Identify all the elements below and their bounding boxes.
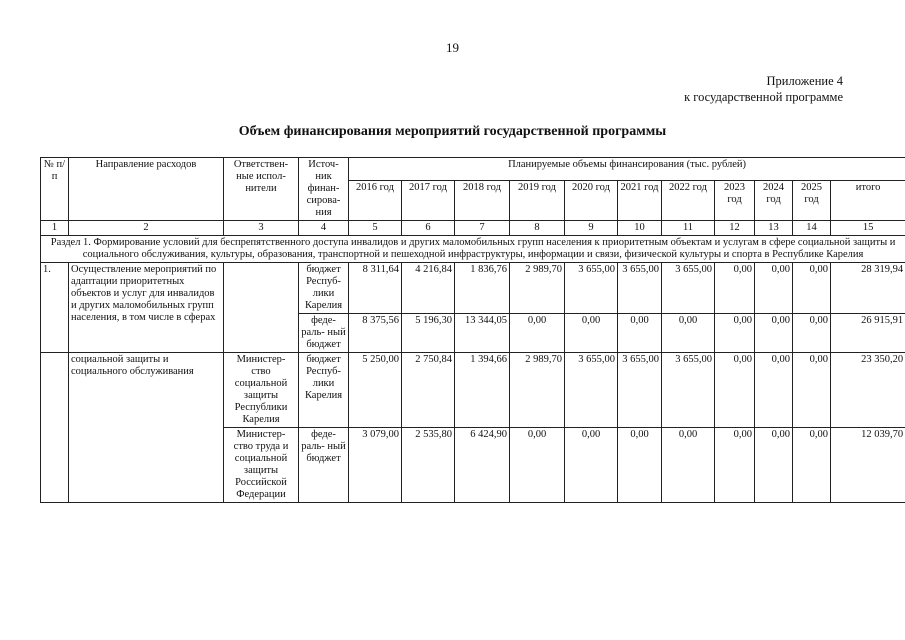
- header-year: 2020 год: [565, 180, 618, 221]
- appendix-line-2: к государственной программе: [684, 90, 843, 104]
- value-cell: 0,00: [662, 314, 715, 353]
- item-executor: Министер- ство труда и социальной защиты Российской Федерации: [224, 428, 299, 503]
- column-number: 9: [565, 221, 618, 236]
- header-planned: Планируемые объемы финансирования (тыс. рублей): [349, 158, 905, 181]
- funding-source: бюджет Респуб- лики Карелия: [299, 353, 349, 428]
- value-cell: 5 250,00: [349, 353, 402, 428]
- value-cell: 0,00: [565, 428, 618, 503]
- column-number: 7: [455, 221, 510, 236]
- column-number: 15: [831, 221, 905, 236]
- value-cell: 4 216,84: [402, 263, 455, 314]
- value-cell: 2 535,80: [402, 428, 455, 503]
- column-number: 12: [715, 221, 755, 236]
- value-cell: 0,00: [510, 314, 565, 353]
- value-cell: 2 989,70: [510, 353, 565, 428]
- value-cell: 2 750,84: [402, 353, 455, 428]
- value-cell: 0,00: [793, 428, 831, 503]
- value-cell: 0,00: [755, 428, 793, 503]
- value-cell: 0,00: [618, 428, 662, 503]
- value-cell: 3 655,00: [565, 263, 618, 314]
- value-cell: 3 655,00: [662, 353, 715, 428]
- value-cell: 3 655,00: [618, 353, 662, 428]
- header-source: Источ- ник финан- сирова- ния: [299, 158, 349, 221]
- total-cell: 23 350,20: [831, 353, 905, 428]
- column-number: 11: [662, 221, 715, 236]
- column-number: 2: [69, 221, 224, 236]
- header-year: 2016 год: [349, 180, 402, 221]
- value-cell: 0,00: [715, 263, 755, 314]
- value-cell: 2 989,70: [510, 263, 565, 314]
- header-num: № п/п: [41, 158, 69, 221]
- header-year: 2022 год: [662, 180, 715, 221]
- value-cell: 0,00: [715, 428, 755, 503]
- column-number: 6: [402, 221, 455, 236]
- value-cell: 0,00: [618, 314, 662, 353]
- item-direction: Осуществление мероприятий по адаптации приоритетных объектов и услуг для инвалидов и других маломобильных групп населения, в том числе в сферах: [69, 263, 224, 353]
- funding-source: феде- раль- ный бюджет: [299, 314, 349, 353]
- document-title: Объем финансирования мероприятий государственной программы: [238, 124, 667, 139]
- column-number-row: [41, 221, 905, 236]
- header-year: 2017 год: [402, 180, 455, 221]
- table-row: [41, 263, 905, 314]
- header-year: 2018 год: [455, 180, 510, 221]
- item-number: [41, 353, 69, 503]
- item-executor: [224, 263, 299, 353]
- header-year: 2021 год: [618, 180, 662, 221]
- value-cell: 3 655,00: [662, 263, 715, 314]
- column-number: 1: [41, 221, 69, 236]
- total-cell: 28 319,94: [831, 263, 905, 314]
- value-cell: 13 344,05: [455, 314, 510, 353]
- value-cell: 0,00: [793, 263, 831, 314]
- value-cell: 0,00: [755, 263, 793, 314]
- value-cell: 3 655,00: [565, 353, 618, 428]
- item-executor: Министер- ство социальной защиты Республики Карелия: [224, 353, 299, 428]
- value-cell: 3 655,00: [618, 263, 662, 314]
- column-number: 14: [793, 221, 831, 236]
- appendix-note: [684, 73, 843, 105]
- column-number: 8: [510, 221, 565, 236]
- value-cell: 0,00: [793, 314, 831, 353]
- header-year: 2023 год: [715, 180, 755, 221]
- header-direction: Направление расходов: [69, 158, 224, 221]
- appendix-line-1: Приложение 4: [766, 74, 843, 88]
- header-row-1: [41, 158, 905, 181]
- header-year: 2025 год: [793, 180, 831, 221]
- value-cell: 0,00: [510, 428, 565, 503]
- column-number: 5: [349, 221, 402, 236]
- page-number: 19: [446, 40, 459, 55]
- total-cell: 12 039,70: [831, 428, 905, 503]
- item-direction: социальной защиты и социального обслуживания: [69, 353, 224, 503]
- value-cell: 5 196,30: [402, 314, 455, 353]
- total-cell: 26 915,91: [831, 314, 905, 353]
- value-cell: 0,00: [662, 428, 715, 503]
- column-number: 10: [618, 221, 662, 236]
- column-number: 3: [224, 221, 299, 236]
- section-row: [41, 236, 905, 263]
- header-executors: Ответствен- ные испол- нители: [224, 158, 299, 221]
- header-year: 2019 год: [510, 180, 565, 221]
- value-cell: 0,00: [715, 353, 755, 428]
- value-cell: 1 836,76: [455, 263, 510, 314]
- funding-source: феде- раль- ный бюджет: [299, 428, 349, 503]
- value-cell: 1 394,66: [455, 353, 510, 428]
- financing-table: [40, 157, 905, 503]
- column-number: 13: [755, 221, 793, 236]
- header-total: итого: [831, 180, 905, 221]
- table-row: [41, 353, 905, 428]
- item-number: 1.: [41, 263, 69, 353]
- column-number: 4: [299, 221, 349, 236]
- value-cell: 0,00: [715, 314, 755, 353]
- section-title: Раздел 1. Формирование условий для беспрепятственного доступа инвалидов и других маломобильных групп населения к приоритетным объектам и услугам в сфере социальной защиты и социального обслуживания, культуры, образования, транспортной и пешеходной инфраструктуры, информации и связи, физической культуры и спорта в Республике Карелия: [41, 236, 905, 263]
- value-cell: 0,00: [793, 353, 831, 428]
- value-cell: 0,00: [755, 353, 793, 428]
- value-cell: 8 375,56: [349, 314, 402, 353]
- value-cell: 6 424,90: [455, 428, 510, 503]
- value-cell: 3 079,00: [349, 428, 402, 503]
- value-cell: 0,00: [565, 314, 618, 353]
- funding-source: бюджет Респуб- лики Карелия: [299, 263, 349, 314]
- header-year: 2024 год: [755, 180, 793, 221]
- value-cell: 0,00: [755, 314, 793, 353]
- value-cell: 8 311,64: [349, 263, 402, 314]
